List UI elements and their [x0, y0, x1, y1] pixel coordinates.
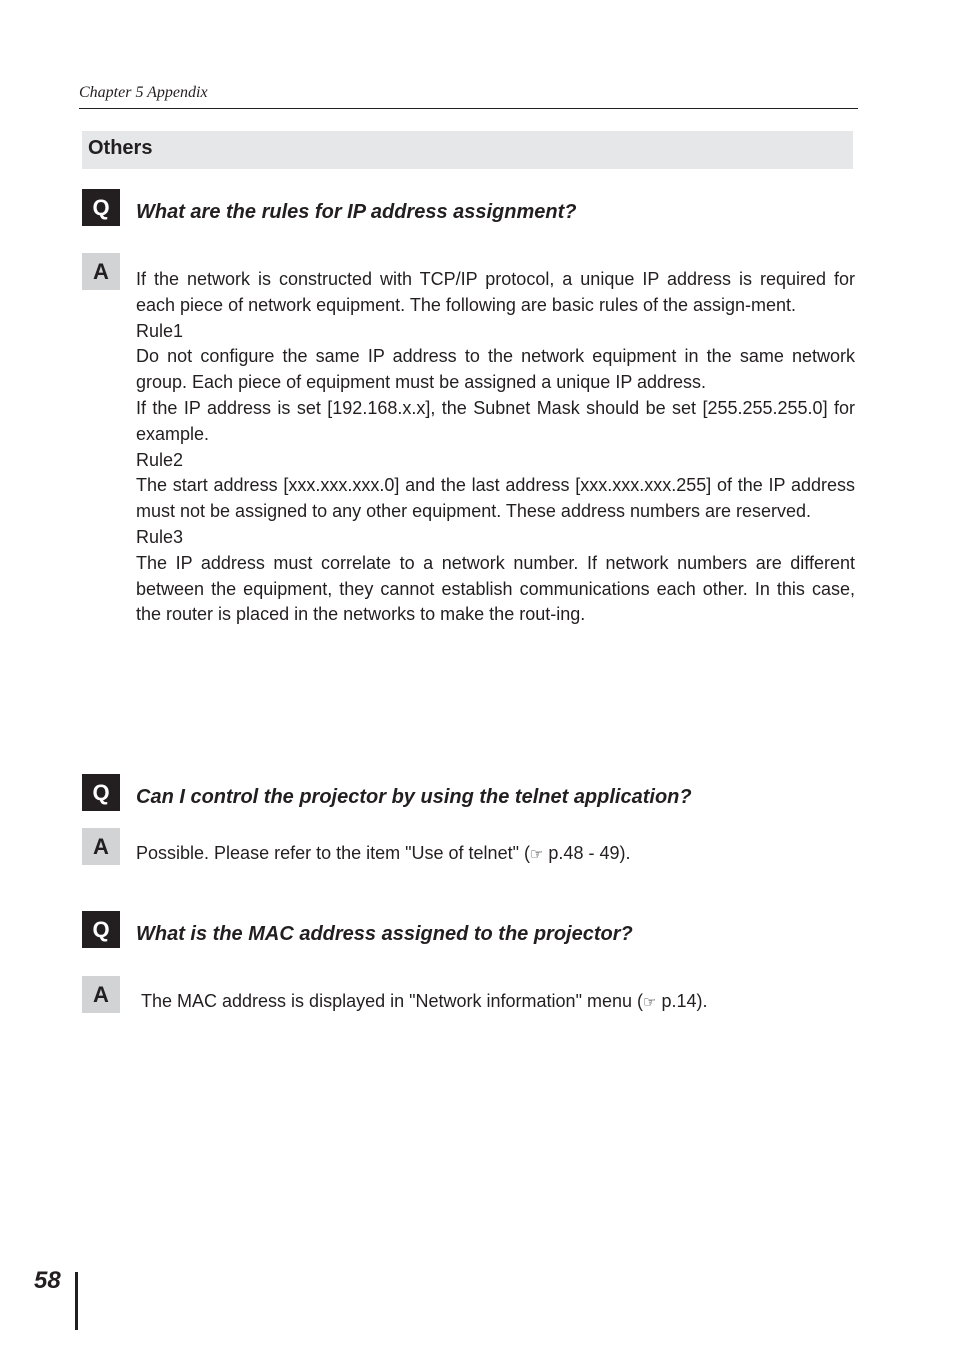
rule-paragraph: The start address [xxx.xxx.xxx.0] and the last address [xxx.xxx.xxx.255] of the IP address must not be assigned to any other equipment. These address numbers are reserved.	[136, 475, 855, 522]
chapter-header: Chapter 5 Appendix	[79, 84, 208, 101]
rule-paragraph: Do not configure the same IP address to the network equipment in the same network group. Each piece of equipment must be assigned a unique IP address.	[136, 346, 855, 393]
answer-badge: A	[82, 976, 120, 1013]
question-text: Can I control the projector by using the telnet application?	[136, 786, 692, 808]
page-number-divider	[75, 1272, 78, 1330]
rule-label: Rule1	[136, 320, 184, 341]
question-text: What are the rules for IP address assignment?	[136, 201, 577, 223]
answer-text-end: p.48 - 49).	[543, 843, 631, 863]
answer-body	[136, 267, 855, 628]
answer-text-start: The MAC address is displayed in "Network information" menu (	[141, 991, 643, 1011]
section-title: Others	[88, 137, 153, 159]
question-badge: Q	[82, 774, 120, 811]
header-divider	[79, 108, 858, 109]
answer-intro: If the network is constructed with TCP/IP protocol, a unique IP address is required for each piece of network equipment. The following are basic rules of the assign-ment.	[136, 269, 855, 315]
rule-label: Rule3	[136, 526, 184, 547]
page-number: 58	[34, 1267, 61, 1294]
answer-text-start: Possible. Please refer to the item "Use of telnet" (	[136, 843, 530, 863]
pointing-hand-icon: ☞	[642, 994, 657, 1011]
pointing-hand-icon: ☞	[529, 846, 544, 863]
answer-badge: A	[82, 828, 120, 865]
rule-paragraph: If the IP address is set [192.168.x.x], the Subnet Mask should be set [255.255.255.0] for example.	[136, 397, 855, 444]
question-text: What is the MAC address assigned to the projector?	[136, 923, 633, 945]
question-badge: Q	[82, 189, 120, 226]
answer-text-end: p.14).	[656, 991, 708, 1011]
answer-badge: A	[82, 253, 120, 290]
answer-text	[141, 991, 707, 1012]
rule-paragraph: The IP address must correlate to a network number. If network numbers are different between the equipment, they cannot establish communications each other. In this case, the router is placed in the networks to make the rout-ing.	[136, 552, 855, 625]
answer-text	[136, 843, 630, 864]
section-header-bar	[82, 131, 853, 169]
question-badge: Q	[82, 911, 120, 948]
rule-label: Rule2	[136, 449, 184, 470]
